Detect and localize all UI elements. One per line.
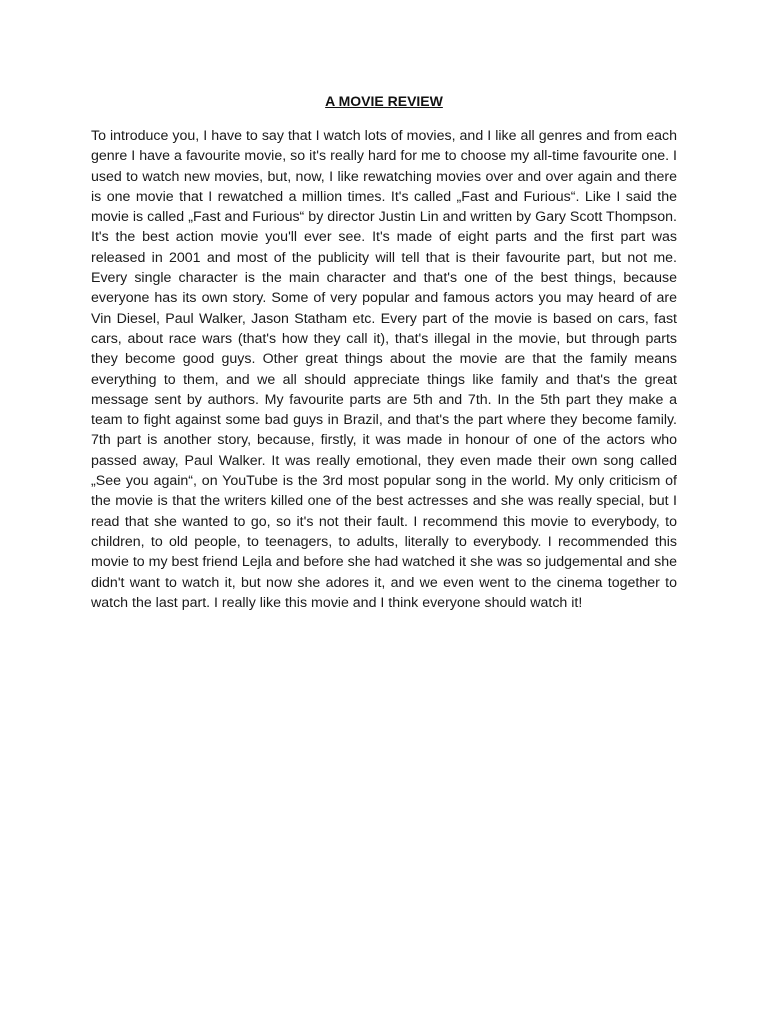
review-paragraph: To introduce you, I have to say that I watch lots of movies, and I like all genres and from each genre I have a favourite movie, so it's really hard for me to choose my all-time favourite one. I used to watch new movies, but, now, I like rewatching movies over and over again and there is one movie that I rewatched a million times. It's called „Fast and Furious“. Like I said the movie is called „Fast and Furious“ by director Justin Lin and written by Gary Scott Thompson. It's the best action movie you'll ever see. It's made of eight parts and the first part was released in 2001 and most of the publicity will tell that is their favourite part, but not me. Every single character is the main character and that's one of the best things, because everyone has its own story. Some of very popular and famous actors you may heard of are Vin Diesel, Paul Walker, Jason Statham etc. Every part of the movie is based on cars, fast cars, about race wars (that's how they call it), that's illegal in the movie, but through parts they become good guys. Other great things about the movie are that the family means everything to them, and we all should appreciate things like family and that's the great message sent by authors. My favourite parts are 5th and 7th. In the 5th part they make a team to fight against some bad guys in Brazil, and that's the part where they become family. 7th part is another story, because, firstly, it was made in honour of one of the actors who passed away, Paul Walker. It was really emotional, they even made their own song called „See you again“, on YouTube is the 3rd most popular song in the world. My only criticism of the movie is that the writers killed one of the best actresses and she was really special, but I read that she wanted to go, so it's not their fault. I recommend this movie to everybody, to children, to old people, to teenagers, to adults, literally to everybody. I recommended this movie to my best friend Lejla and before she had watched it she was so judgemental and she didn't want to watch it, but now she adores it, and we even went to the cinema together to watch the last part. I really like this movie and I think everyone should watch it!: [91, 128, 677, 611]
document-title: A MOVIE REVIEW: [325, 93, 443, 109]
